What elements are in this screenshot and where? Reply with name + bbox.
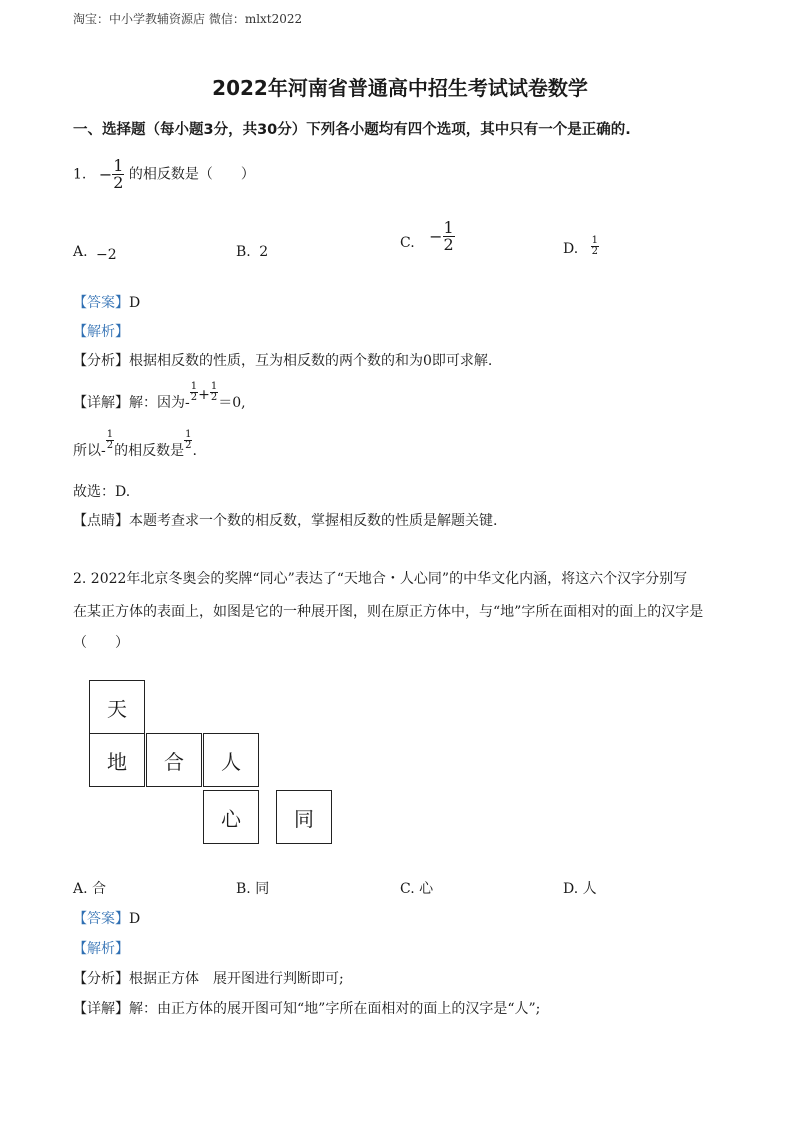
q1-suoyi-line (73, 429, 197, 459)
q1-xiangjie-post: ＝0, (218, 394, 246, 411)
q1-option-c-label: C. (400, 234, 415, 251)
q2-option-d: D. 人 (563, 881, 597, 897)
q1-option-d-den: 2 (591, 246, 599, 257)
q1-suoyi-frac1-num: 1 (106, 429, 114, 440)
q1-suoyi-post: . (192, 442, 197, 459)
q2-fenxi: 根据正方体 展开图进行判断即可; (129, 971, 344, 987)
q1-answer-tag: 【答案】 (73, 295, 129, 311)
q2-xiangjie-tag: 【详解】 (73, 1001, 129, 1017)
q2-fenxi-line (73, 970, 344, 988)
q2-stem-line3: （ ） (73, 635, 129, 651)
q1-dianjing-tag: 【点睛】 (73, 513, 129, 529)
q1-fraction-num: 1 (113, 156, 124, 175)
q1-answer-line (73, 294, 140, 312)
q2-answer: D (129, 911, 141, 927)
q1-dianjing: 本题考查求一个数的相反数，掌握相反数的性质是解题关键. (129, 513, 498, 529)
q1-suoyi-frac1-den: 2 (106, 440, 114, 451)
q1-xiangjie-frac1-den: 2 (190, 392, 198, 403)
q1-option-a-label: A. (73, 244, 88, 260)
cube-face-xin: 心 (203, 790, 259, 844)
q1-stem-text: 的相反数是（ ） (128, 166, 255, 183)
q1-option-d (563, 236, 599, 257)
q2-analysis-tag: 【解析】 (73, 941, 129, 957)
page-title: 2022年河南省普通高中招生考试试卷数学 (212, 76, 588, 100)
q1-xiangjie-plus: + (198, 386, 210, 403)
q1-option-b (236, 243, 268, 261)
section-heading: 一、选择题（每小题3分，共30分）下列各小题均有四个选项，其中只有一个是正确的. (73, 122, 631, 138)
cube-face-he: 合 (146, 733, 202, 787)
q1-suoyi-pre: 所以- (73, 442, 106, 459)
q1-option-c-den: 2 (443, 235, 454, 254)
q1-suoyi-frac2-num: 1 (185, 429, 192, 440)
q1-fraction (112, 158, 124, 191)
q1-dianjing-line (73, 512, 497, 530)
q1-option-a-value: −2 (96, 247, 117, 263)
q2-stem-line2: 在某正方体的表面上，如图是它的一种展开图，则在原正方体中，与“地”字所在面相对的面上的汉字是 (73, 604, 704, 620)
q1-option-c-num: 1 (443, 218, 454, 237)
q1-suoyi-frac2-den: 2 (185, 440, 192, 451)
q2-option-c: C. 心 (400, 881, 434, 897)
cube-face-di: 地 (89, 733, 145, 787)
q1-stem (73, 158, 255, 191)
q1-option-c-minus: − (429, 226, 443, 246)
q1-option-b-label: B. (236, 244, 251, 260)
q2-answer-line (73, 910, 140, 928)
q1-option-c-fraction (443, 220, 455, 253)
q1-option-d-num: 1 (591, 235, 599, 246)
q1-xiangjie-frac2-den: 2 (210, 392, 218, 403)
q1-answer: D (129, 295, 141, 311)
q1-xiangjie-line (73, 381, 246, 411)
q2-fenxi-tag: 【分析】 (73, 971, 129, 987)
q1-fenxi-line (73, 352, 492, 370)
q1-xiangjie-frac2 (210, 382, 218, 403)
q1-option-c (400, 220, 455, 253)
q1-suoyi-frac1 (106, 430, 114, 451)
q2-stem-line1: 2. 2022年北京冬奥会的奖牌“同心”表达了“天地合・人心同”的中华文化内涵，将这六个汉字分别写 (73, 571, 688, 587)
q1-fenxi: 根据相反数的性质，互为相反数的两个数的和为0即可求解. (129, 353, 493, 369)
q1-xiangjie-frac1 (190, 382, 198, 403)
q1-xiangjie-pre: 解：因为- (129, 394, 190, 411)
q1-suoyi-mid: 的相反数是 (114, 442, 185, 459)
q1-minus: − (98, 164, 113, 184)
cube-face-tong: 同 (276, 790, 332, 844)
q1-option-d-label: D. (563, 240, 579, 257)
cube-face-tian: 天 (89, 680, 145, 734)
q2-xiangjie: 解：由正方体的展开图可知“地”字所在面相对的面上的汉字是“人”; (129, 1001, 541, 1017)
q1-fraction-den: 2 (113, 173, 124, 192)
header-shop-text: 淘宝：中小学教辅资源店 微信：mlxt2022 (73, 12, 303, 26)
q1-option-b-value: 2 (259, 244, 269, 260)
q2-option-b: B. 同 (236, 881, 270, 897)
cube-face-ren: 人 (203, 733, 259, 787)
q1-analysis-tag: 【解析】 (73, 324, 129, 340)
q1-xiangjie-frac1-num: 1 (190, 381, 198, 392)
q1-option-d-fraction (591, 236, 599, 257)
q1-fenxi-tag: 【分析】 (73, 353, 129, 369)
q1-guxuan: 故选：D. (73, 484, 131, 500)
q1-xiangjie-frac2-num: 1 (210, 381, 218, 392)
q1-xiangjie-tag: 【详解】 (73, 394, 129, 411)
cube-net-diagram (89, 680, 334, 848)
q2-xiangjie-line (73, 1000, 540, 1018)
q2-answer-tag: 【答案】 (73, 911, 129, 927)
q1-option-a (73, 243, 117, 261)
q2-option-a: A. 合 (73, 881, 107, 897)
q1-number: 1. (73, 166, 87, 183)
